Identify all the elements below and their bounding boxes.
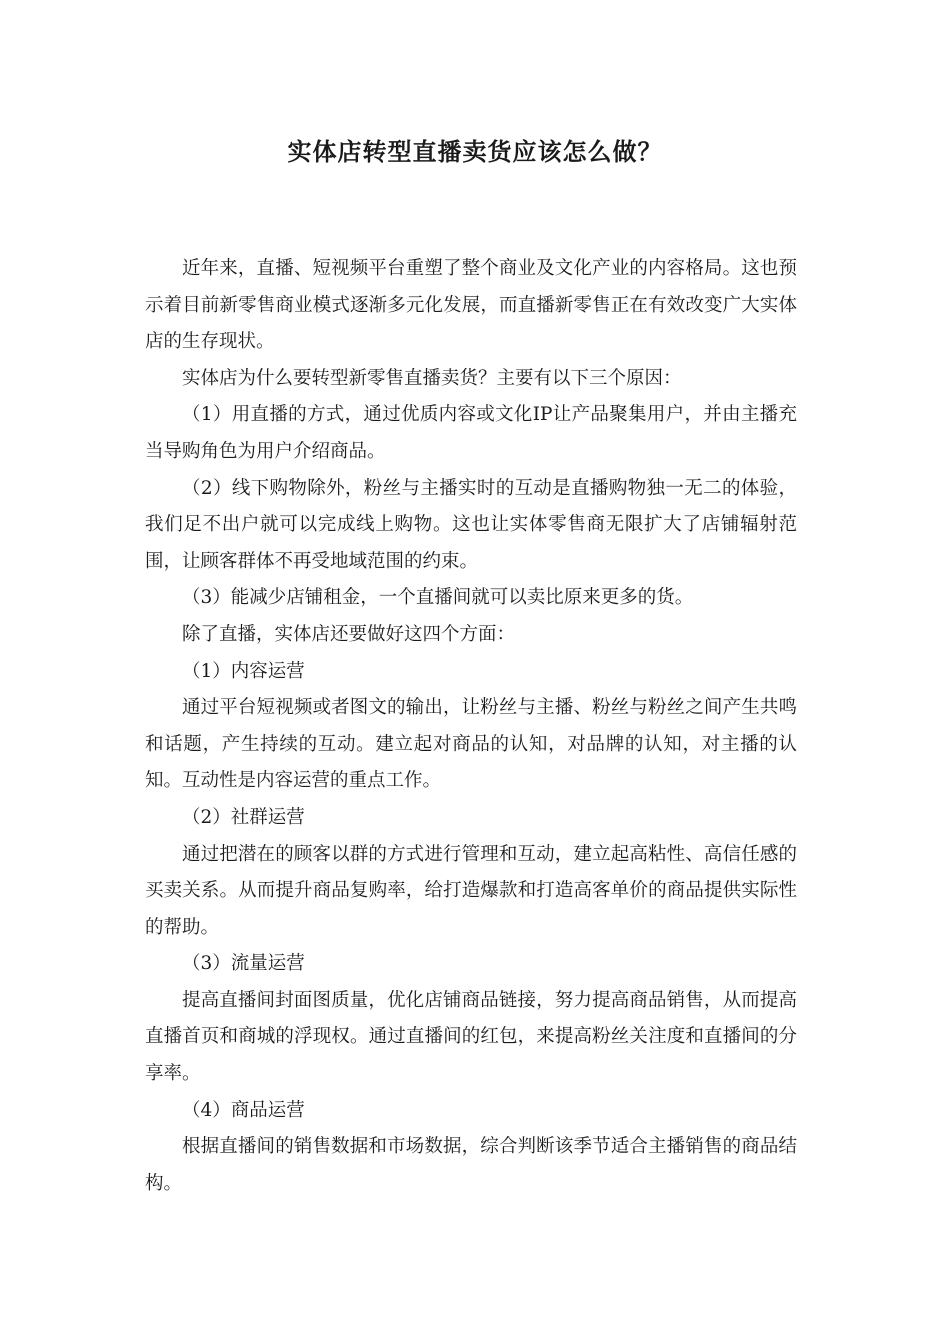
paragraph-product-ops: 根据直播间的销售数据和市场数据，综合判断该季节适合主播销售的商品结构。 — [145, 1136, 797, 1194]
paragraph-reasons-heading: 实体店为什么要转型新零售直播卖货？主要有以下三个原因： — [182, 367, 682, 389]
section-heading-product-ops: （4）商品运营 — [182, 1099, 305, 1121]
paragraph-reason-3: （3）能减少店铺租金，一个直播间就可以卖比原来更多的货。 — [182, 587, 694, 609]
section-heading-traffic-ops: （3）流量运营 — [182, 953, 305, 975]
document-title: 实体店转型直播卖货应该怎么做？ — [287, 137, 663, 166]
section-heading-content-ops: （1）内容运营 — [182, 660, 305, 682]
paragraph-content-ops: 通过平台短视频或者图文的输出，让粉丝与主播、粉丝与粉丝之间产生共鸣和话题，产生持续的互动。建立起对商品的认知，对品牌的认知，对主播的认知。互动性是内容运营的重点工作。 — [145, 697, 797, 792]
paragraph-aspects-heading: 除了直播，实体店还要做好这四个方面： — [182, 623, 516, 645]
paragraph-intro: 近年来，直播、短视频平台重塑了整个商业及文化产业的内容格局。这也预示着目前新零售商业模式逐渐多元化发展，而直播新零售正在有效改变广大实体店的生存现状。 — [145, 258, 797, 353]
document-body — [145, 251, 797, 1202]
paragraph-reason-2: （2）线下购物除外，粉丝与主播实时的互动是直播购物独一无二的体验，我们足不出户就可以完成线上购物。这也让实体零售商无限扩大了店铺辐射范围，让顾客群体不再受地域范围的约束。 — [145, 477, 797, 572]
paragraph-community-ops: 通过把潜在的顾客以群的方式进行管理和互动，建立起高粘性、高信任感的买卖关系。从而提升商品复购率，给打造爆款和打造高客单价的商品提供实际性的帮助。 — [145, 843, 797, 938]
section-heading-community-ops: （2）社群运营 — [182, 806, 305, 828]
paragraph-traffic-ops: 提高直播间封面图质量，优化店铺商品链接，努力提高商品销售，从而提高直播首页和商城的浮现权。通过直播间的红包，来提高粉丝关注度和直播间的分享率。 — [145, 989, 797, 1085]
paragraph-reason-1: （1）用直播的方式，通过优质内容或文化IP让产品聚集用户，并由主播充当导购角色为用户介绍商品。 — [145, 404, 797, 462]
